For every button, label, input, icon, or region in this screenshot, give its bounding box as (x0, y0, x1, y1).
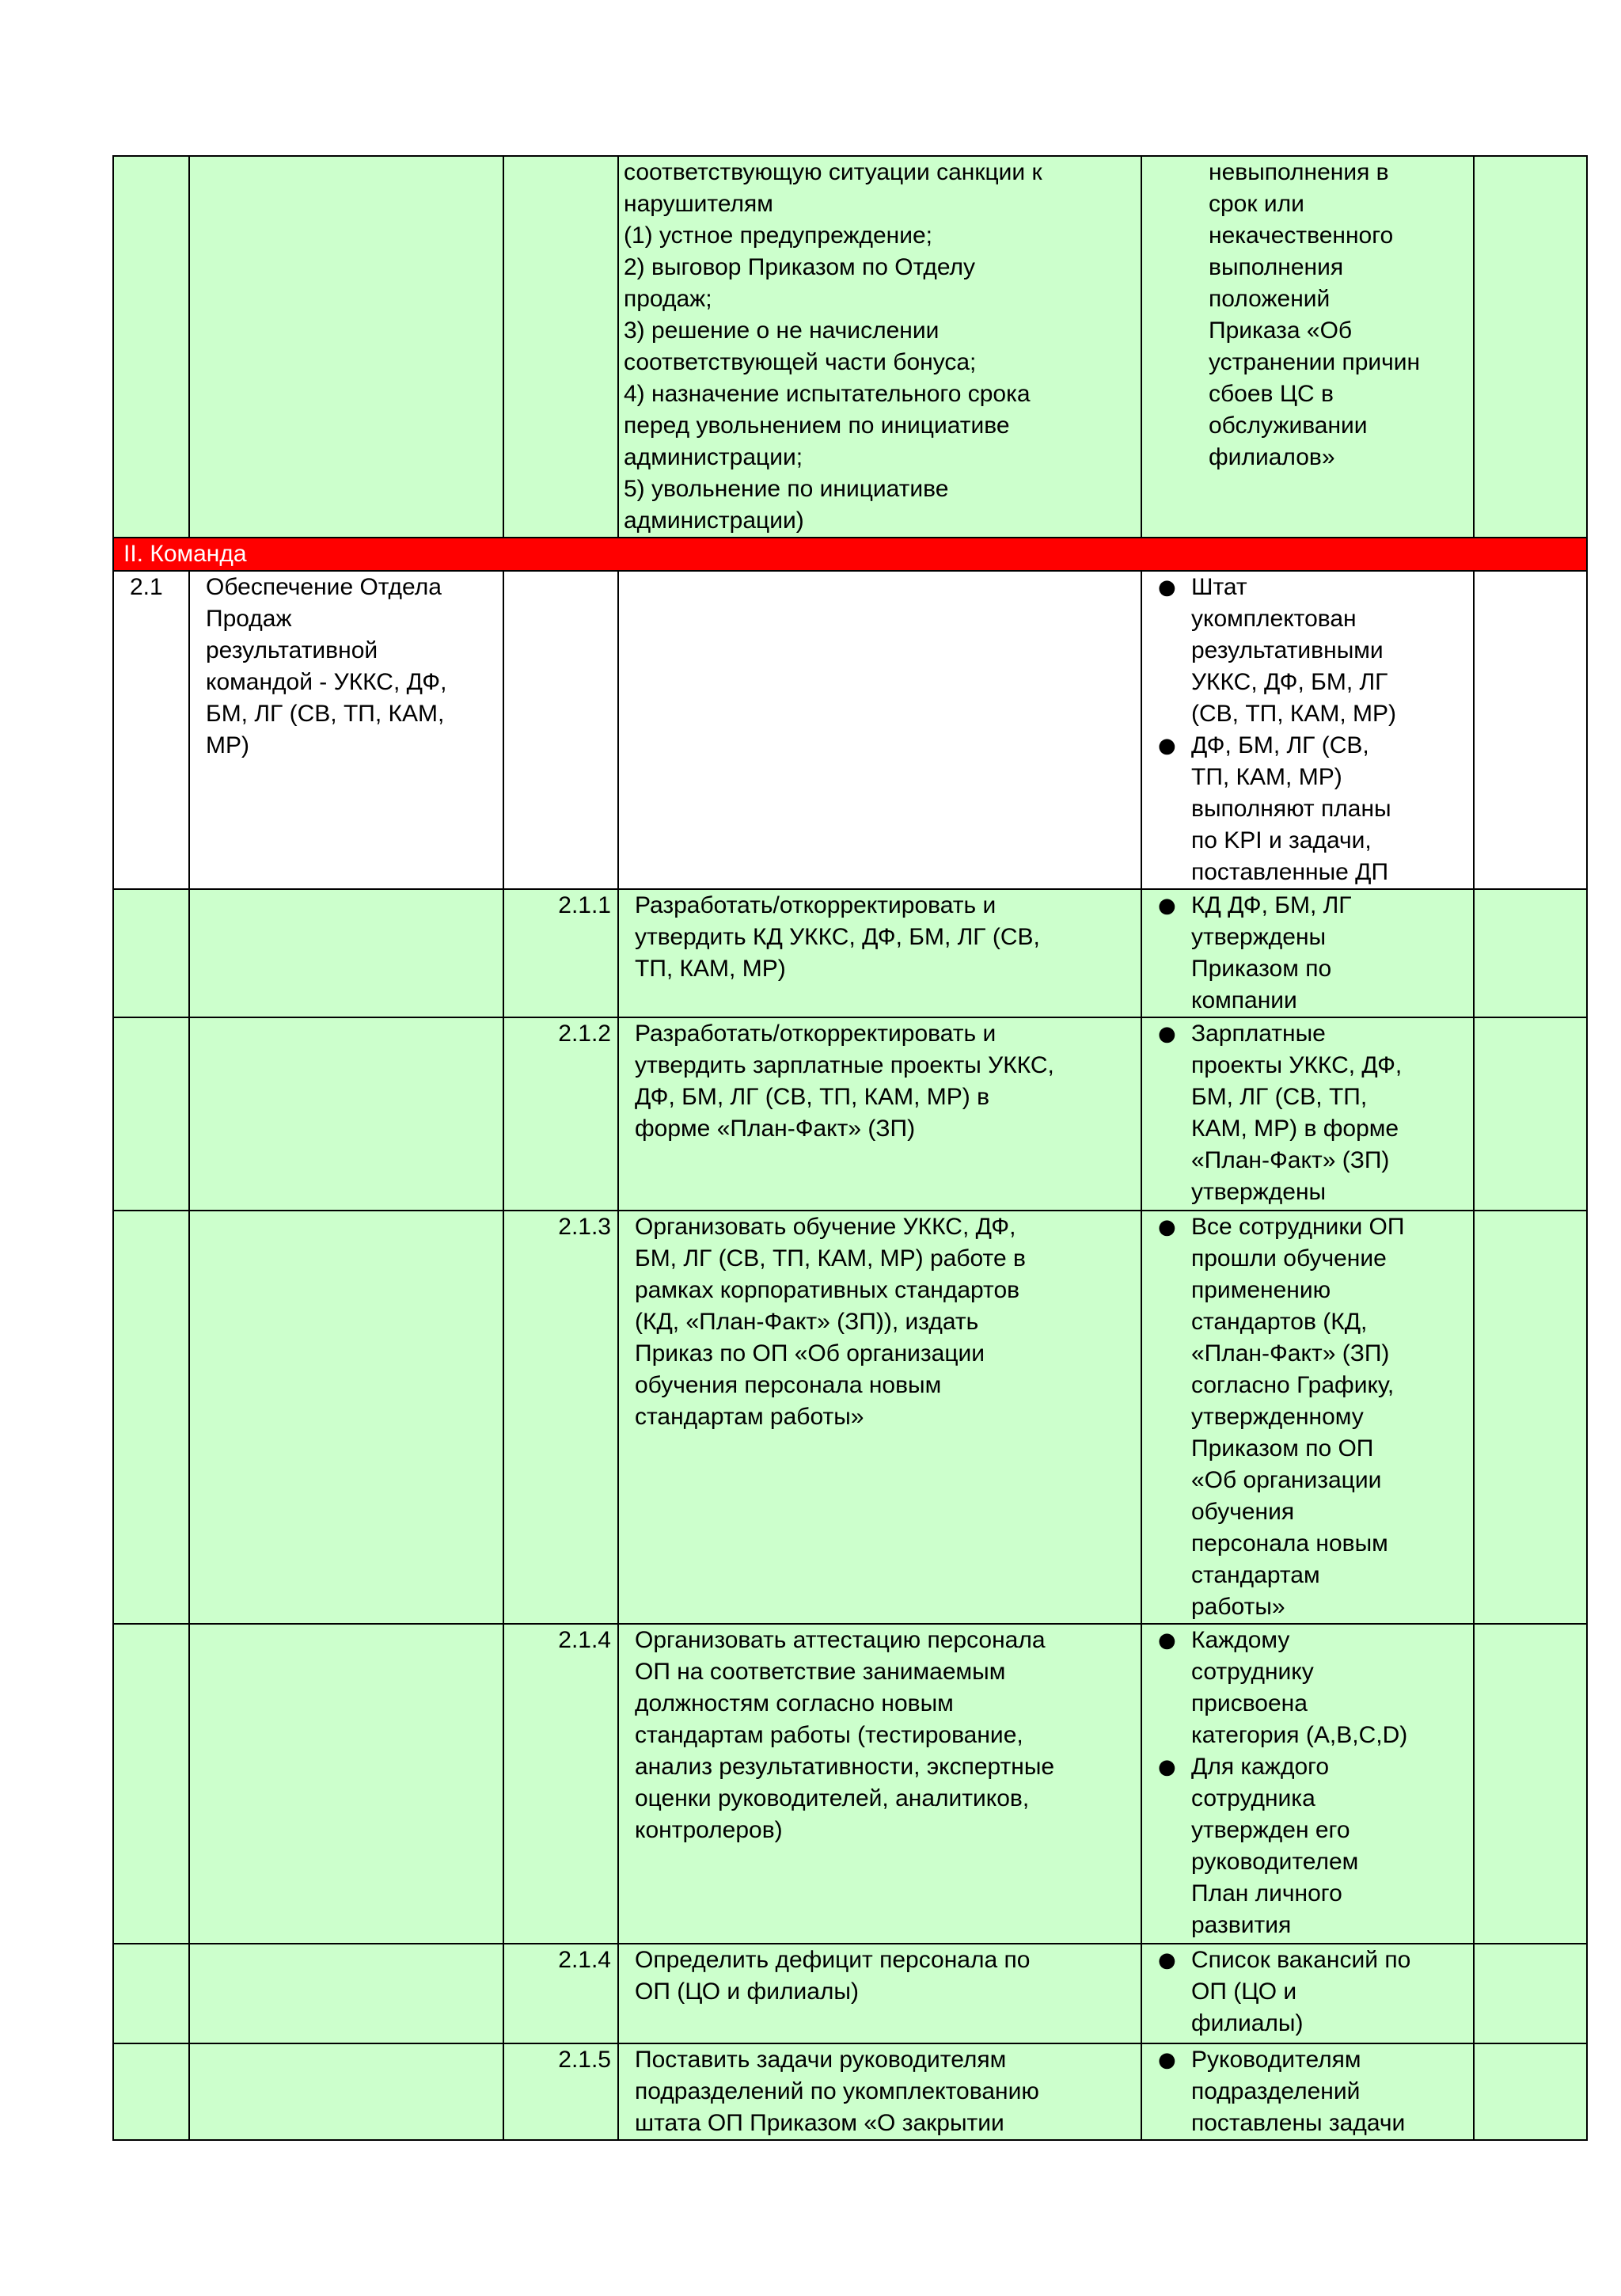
result-line: сбоев ЦС в (1209, 381, 1334, 407)
cell-goal (189, 889, 503, 1017)
task-results (1141, 889, 1474, 1017)
task-text (618, 1624, 1141, 1944)
result-line: стандартам (1191, 1562, 1320, 1588)
result-line: (СВ, ТП, КАМ, МР) (1191, 701, 1397, 727)
cell-task (618, 156, 1141, 538)
task-number: 2.1.2 (503, 1017, 618, 1211)
result-line: некачественного (1209, 222, 1394, 249)
result-item (1142, 572, 1468, 730)
task-line: Приказ по ОП «Об организации (635, 1340, 985, 1367)
result-line: утвержденному (1191, 1404, 1364, 1430)
task-line: контролеров) (635, 1817, 783, 1843)
task-line: соответствующую ситуации санкции к (624, 159, 1042, 185)
bullet-icon: ● (1158, 2048, 1176, 2072)
result-list (1142, 1944, 1468, 2039)
table-row-task (113, 2043, 1587, 2140)
task-line: администрации; (624, 444, 803, 470)
result-line: УККС, ДФ, БМ, ЛГ (1191, 669, 1388, 695)
result-line: «Об организации (1191, 1467, 1382, 1493)
plan-table-body (113, 156, 1587, 2140)
cell-num (113, 1211, 189, 1624)
task-line: Определить дефицит персонала по (635, 1947, 1031, 1973)
task-number: 2.1.3 (503, 1211, 618, 1624)
result-list (1142, 1018, 1468, 1208)
task-line: утвердить КД УККС, ДФ, БМ, ЛГ (СВ, (635, 924, 1040, 950)
result-line: компании (1191, 987, 1297, 1013)
task-line: штата ОП Приказом «О закрытии (635, 2110, 1004, 2136)
result-list (1142, 1625, 1468, 1941)
result-line: Все сотрудники ОП (1191, 1214, 1405, 1240)
task-line: 3) решение о не начислении (624, 317, 940, 344)
result-line: стандартов (КД, (1191, 1309, 1368, 1335)
cell-extra (1474, 1017, 1587, 1211)
result-item (1142, 890, 1468, 1017)
task-line: Поставить задачи руководителям (635, 2047, 1007, 2073)
result-line: персонала новым (1191, 1530, 1388, 1557)
task-line: форме «План-Факт» (ЗП) (635, 1116, 916, 1142)
bullet-icon: ● (1158, 734, 1176, 758)
goal-line: Продаж (206, 606, 292, 632)
task-line: ТП, КАМ, МР) (635, 956, 786, 982)
result-line: КАМ, МР) в форме (1191, 1116, 1399, 1142)
result-line: утверждены (1191, 924, 1327, 950)
cell-extra (1474, 1944, 1587, 2043)
result-line: поставленные ДП (1191, 859, 1389, 885)
task-text (618, 1017, 1141, 1211)
cell-result (1141, 156, 1474, 538)
result-line: ДФ, БМ, ЛГ (СВ, (1191, 732, 1369, 758)
task-line: Разработать/откорректировать и (635, 892, 997, 918)
task-line: 4) назначение испытательного срока (624, 381, 1031, 407)
result-line: выполнения (1209, 254, 1344, 280)
result-line: филиалы) (1191, 2010, 1304, 2036)
cell-extra (1474, 889, 1587, 1017)
task-line: оценки руководителей, аналитиков, (635, 1785, 1030, 1811)
task-text (618, 1211, 1141, 1624)
result-list (1142, 1211, 1468, 1623)
result-line: результативными (1191, 637, 1384, 663)
task-line: Организовать аттестацию персонала (635, 1627, 1046, 1653)
result-line: обучения (1191, 1499, 1295, 1525)
result-line: положений (1209, 286, 1331, 312)
result-line: прошли обучение (1191, 1245, 1387, 1272)
result-line: присвоена (1191, 1690, 1308, 1716)
goal-line: МР) (206, 732, 249, 758)
result-line: применению (1191, 1277, 1331, 1303)
result-line: сотруднику (1191, 1659, 1314, 1685)
result-line: Каждому (1191, 1627, 1290, 1653)
cell-num (113, 1624, 189, 1944)
result-line: выполняют планы (1191, 796, 1391, 822)
task-line: ДФ, БМ, ЛГ (СВ, ТП, КАМ, МР) в (635, 1084, 990, 1110)
task-line: нарушителям (624, 191, 773, 217)
goal-line: результативной (206, 637, 378, 663)
task-line: анализ результативности, экспертные (635, 1754, 1055, 1780)
bullet-icon: ● (1158, 894, 1176, 918)
table-row-task (113, 1017, 1587, 1211)
result-line: укомплектован (1191, 606, 1357, 632)
result-line: Приказом по (1191, 956, 1332, 982)
task-line: утвердить зарплатные проекты УККС, (635, 1052, 1054, 1078)
result-line: утвержден его (1191, 1817, 1350, 1843)
cell-extra (1474, 156, 1587, 538)
task-line: администрации) (624, 507, 804, 534)
result-item (1142, 1625, 1468, 1751)
task-line: соответствующей части бонуса; (624, 349, 977, 375)
task-text (618, 2043, 1141, 2140)
table-row-task (113, 1944, 1587, 2043)
cell-goal (189, 1624, 503, 1944)
result-line: филиалов» (1209, 444, 1335, 470)
table-row-goal (113, 571, 1587, 889)
task-line: подразделений по укомплектованию (635, 2078, 1039, 2104)
cell-task (618, 571, 1141, 889)
result-item (1142, 1018, 1468, 1208)
result-line: руководителем (1191, 1849, 1359, 1875)
goal-line: БМ, ЛГ (СВ, ТП, КАМ, (206, 701, 445, 727)
bullet-icon: ● (1158, 1215, 1176, 1239)
result-line: утверждены (1191, 1179, 1327, 1205)
result-line: по KPI и задачи, (1191, 827, 1372, 853)
result-line: Штат (1191, 574, 1247, 600)
task-line: 5) увольнение по инициативе (624, 476, 949, 502)
result-item (1142, 730, 1468, 888)
bullet-icon: ● (1158, 1755, 1176, 1779)
goal-line: командой - УККС, ДФ, (206, 669, 447, 695)
cell-goal (189, 1211, 503, 1624)
result-item (1142, 1751, 1468, 1941)
result-line: поставлены задачи (1191, 2110, 1406, 2136)
task-results (1141, 1211, 1474, 1624)
result-item (1142, 1211, 1468, 1623)
task-line: продаж; (624, 286, 712, 312)
result-line: «План-Факт» (ЗП) (1191, 1340, 1390, 1367)
result-line: развития (1191, 1912, 1292, 1938)
task-line: Организовать обучение УККС, ДФ, (635, 1214, 1016, 1240)
section-title: II. Команда (113, 538, 1587, 571)
result-line: сотрудника (1191, 1785, 1315, 1811)
cell-num (113, 889, 189, 1017)
cell-goal (189, 2043, 503, 2140)
result-line: Для каждого (1191, 1754, 1330, 1780)
cell-task-num (503, 571, 618, 889)
task-line: (1) устное предупреждение; (624, 222, 933, 249)
table-row-task (113, 1624, 1587, 1944)
result-line: подразделений (1191, 2078, 1361, 2104)
task-results (1141, 1944, 1474, 2043)
cell-goal (189, 1017, 503, 1211)
result-line: невыполнения в (1209, 159, 1389, 185)
task-line: ОП на соответствие занимаемым (635, 1659, 1006, 1685)
task-text (618, 1944, 1141, 2043)
task-results (1141, 1624, 1474, 1944)
table-row-task (113, 1211, 1587, 1624)
task-line: (КД, «План-Факт» (ЗП)), издать (635, 1309, 979, 1335)
cell-num (113, 156, 189, 538)
cell-goal (189, 156, 503, 538)
result-list (1142, 890, 1468, 1017)
result-list (1142, 2044, 1468, 2139)
bullet-icon: ● (1158, 1629, 1176, 1652)
section-header-row (113, 538, 1587, 571)
result-line: Руководителям (1191, 2047, 1361, 2073)
cell-extra (1474, 2043, 1587, 2140)
result-line: согласно Графику, (1191, 1372, 1395, 1398)
task-line: рамках корпоративных стандартов (635, 1277, 1020, 1303)
goal-number: 2.1 (113, 571, 189, 889)
bullet-icon: ● (1158, 1022, 1176, 1046)
result-line: Список вакансий по (1191, 1947, 1411, 1973)
result-line: срок или (1209, 191, 1304, 217)
task-line: перед увольнением по инициативе (624, 412, 1010, 439)
task-line: обучения персонала новым (635, 1372, 942, 1398)
result-line: Зарплатные (1191, 1021, 1326, 1047)
result-line: работы» (1191, 1594, 1285, 1620)
result-item (1142, 2044, 1468, 2139)
task-number: 2.1.4 (503, 1944, 618, 2043)
task-line: ОП (ЦО и филиалы) (635, 1979, 859, 2005)
task-line: Разработать/откорректировать и (635, 1021, 997, 1047)
task-line: должностям согласно новым (635, 1690, 954, 1716)
result-line: обслуживании (1209, 412, 1368, 439)
result-line: КД ДФ, БМ, ЛГ (1191, 892, 1352, 918)
result-line: План личного (1191, 1880, 1342, 1906)
result-list (1142, 572, 1468, 888)
task-line: 2) выговор Приказом по Отделу (624, 254, 976, 280)
task-line: стандартам работы» (635, 1404, 864, 1430)
result-line: «План-Факт» (ЗП) (1191, 1147, 1390, 1173)
task-results (1141, 2043, 1474, 2140)
result-line: Приказом по ОП (1191, 1435, 1374, 1462)
task-text (618, 889, 1141, 1017)
cell-extra (1474, 1624, 1587, 1944)
task-number: 2.1.4 (503, 1624, 618, 1944)
cell-num (113, 1017, 189, 1211)
result-line: ТП, КАМ, МР) (1191, 764, 1342, 790)
cell-extra (1474, 1211, 1587, 1624)
task-line: БМ, ЛГ (СВ, ТП, КАМ, МР) работе в (635, 1245, 1026, 1272)
cell-num (113, 1944, 189, 2043)
cell-extra (1474, 571, 1587, 889)
task-number: 2.1.1 (503, 889, 618, 1017)
result-line: категория (A,B,C,D) (1191, 1722, 1408, 1748)
goal-text (189, 571, 503, 889)
result-line: БМ, ЛГ (СВ, ТП, (1191, 1084, 1368, 1110)
result-line: ОП (ЦО и (1191, 1979, 1297, 2005)
task-line: стандартам работы (тестирование, (635, 1722, 1023, 1748)
result-line: проекты УККС, ДФ, (1191, 1052, 1403, 1078)
task-results (1141, 1017, 1474, 1211)
result-line: устранении причин (1209, 349, 1421, 375)
bullet-icon: ● (1158, 1948, 1176, 1972)
goal-line: Обеспечение Отдела (206, 574, 442, 600)
result-item (1142, 1944, 1468, 2039)
plan-table (112, 155, 1588, 2141)
cell-task-num (503, 156, 618, 538)
bullet-icon: ● (1158, 576, 1176, 599)
table-row-task (113, 889, 1587, 1017)
table-row-continuation (113, 156, 1587, 538)
cell-goal (189, 1944, 503, 2043)
task-number: 2.1.5 (503, 2043, 618, 2140)
goal-results (1141, 571, 1474, 889)
result-line: Приказа «Об (1209, 317, 1353, 344)
cell-num (113, 2043, 189, 2140)
